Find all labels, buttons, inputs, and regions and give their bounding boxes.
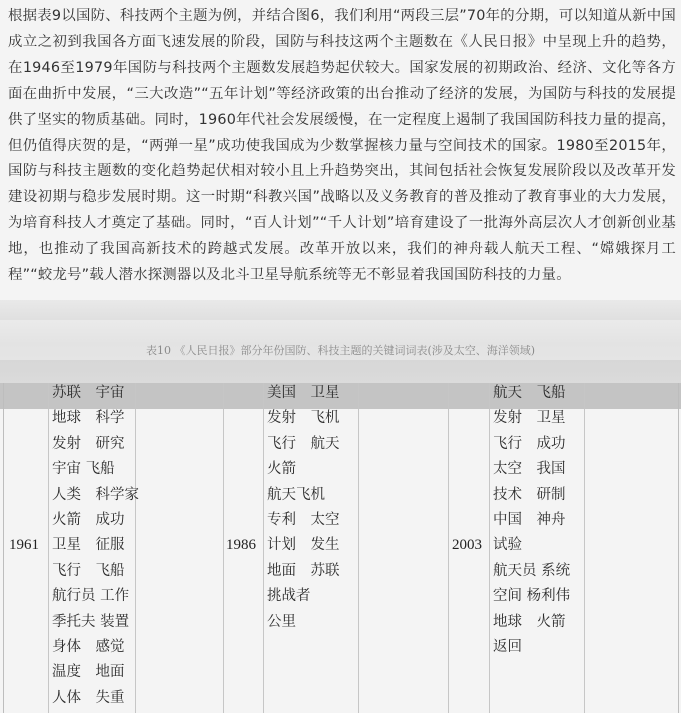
keyword-pair: 航天 飞船	[493, 385, 566, 401]
keyword-pair: 地球 火箭	[493, 613, 566, 630]
keyword-pair: 中国 神舟	[493, 511, 566, 528]
column-divider	[263, 383, 264, 713]
keyword-pair: 专利 太空	[267, 511, 340, 528]
year-cell: 1961	[9, 537, 39, 553]
year-cell: 1986	[226, 537, 256, 553]
keyword-pair: 挑战者	[267, 588, 311, 605]
keyword-pair: 地球 科学	[52, 410, 125, 427]
keyword-pair: 飞行 飞船	[52, 562, 125, 579]
keyword-pair: 飞行 成功	[493, 435, 566, 452]
keyword-pair: 航天员 系统	[493, 562, 571, 579]
keyword-pair: 身体 感觉	[52, 638, 125, 655]
keyword-pair: 太空 我国	[493, 461, 566, 478]
column-divider	[223, 383, 224, 713]
column-divider	[448, 383, 449, 713]
keyword-pair: 宇宙 飞船	[52, 461, 115, 478]
column-divider	[584, 383, 585, 713]
keyword-pair: 人类 科学家	[52, 486, 139, 503]
keyword-pair: 空间 杨利伟	[493, 588, 571, 605]
year-cell: 2003	[452, 537, 482, 553]
body-paragraph: 根据表9以国防、科技两个主题为例，并结合图6，我们利用“两段三层”70年的分期，可以知道从新中国成立之初到我国各方面飞速发展的阶段，国防与科技这两个主题数在《人民日报》中呈现上升的趋势，在1946至1979年国防与科技两个主题数发展趋势起伏较大。国家发展的初期政治、经济、文化等各方面在曲折中发展，“三大改造”“五年计划”等经济政策的出台推动了经济的发展，为国防与科技的发展提供了坚实的物质基础。同时，1960年代社会发展缓慢，在一定程度上遏制了我国国防科技力量的提高，但仍值得庆贺的是，“两弹一星”成功使我国成为少数掌握核力量与空间技术的国家。1980至2015年，国防与科技主题数的变化趋势起伏相对较小且上升趋势突出，其间包括社会恢复发展阶段以及改革开发建设初期与稳步发展时期。这一时期“科教兴国”战略以及义务教育的普及推动了教育事业的大力发展，为培育科技人才奠定了基础。同时，“百人计划”“千人计划”培育建设了一批海外高层次人才创新创业基地，也推动了我国高新技术的跨越式发展。改革开放以来，我们的神舟载人航天工程、“嫦娥探月工程”“蛟龙号”载人潜水探测器以及北斗卫星导航系统等无不彰显着我国国防科技的力量。	[8, 8, 676, 284]
keyword-pair: 火箭 成功	[52, 511, 125, 528]
keyword-pair: 苏联 宇宙	[52, 385, 125, 401]
keyword-list-1986	[267, 381, 340, 635]
keyword-pair: 返回	[493, 638, 522, 655]
keyword-pair: 发射 卫星	[493, 410, 566, 427]
keyword-pair: 计划 发生	[267, 537, 340, 554]
keyword-list-1961	[52, 381, 139, 711]
column-divider	[358, 383, 359, 713]
keyword-pair: 季托夫 装置	[52, 613, 130, 630]
keyword-pair: 卫星 征服	[52, 537, 125, 554]
column-divider	[489, 383, 490, 713]
keyword-pair: 地面 苏联	[267, 562, 340, 579]
keyword-pair: 温度 地面	[52, 664, 125, 681]
keyword-pair: 美国 卫星	[267, 385, 340, 401]
keyword-pair: 发射 研究	[52, 435, 125, 452]
table-caption: 表10 《人民日报》部分年份国防、科技主题的关键词词表(涉及太空、海洋领域)	[145, 344, 536, 357]
keyword-list-2003	[493, 381, 570, 660]
keyword-pair: 航天飞机	[267, 486, 325, 503]
keyword-pair: 航行员 工作	[52, 588, 130, 605]
keyword-pair: 火箭	[267, 461, 296, 478]
keyword-pair: 发射 飞机	[267, 410, 340, 427]
keyword-pair: 公里	[267, 613, 296, 630]
keyword-pair: 飞行 航天	[267, 435, 340, 452]
keyword-pair: 人体 失重	[52, 689, 125, 706]
column-divider	[48, 383, 49, 713]
keyword-pair: 技术 研制	[493, 486, 566, 503]
keyword-pair: 试验	[493, 537, 522, 554]
